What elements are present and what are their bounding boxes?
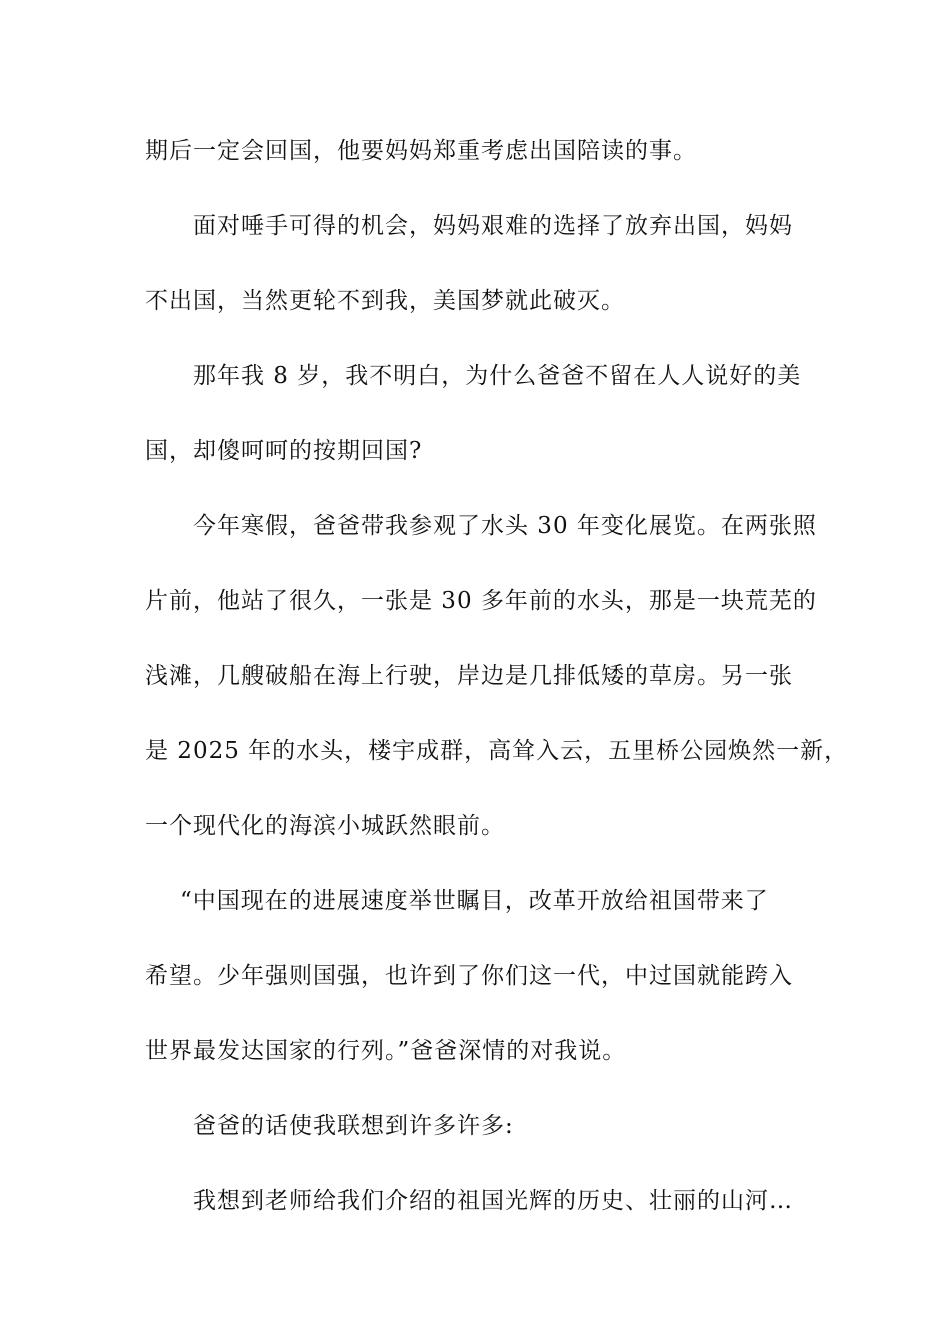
paragraph-start-line: 爸爸的话使我联想到许多许多: — [193, 1113, 514, 1139]
text-line: 世界最发达国家的行列。”爸爸深情的对我说。 — [145, 1038, 627, 1064]
text-line: 是 2025 年的水头，楼宇成群，高耸入云，五里桥公园焕然一新， — [145, 738, 849, 764]
text-line: 国，却傻呵呵的按期回国? — [145, 438, 423, 464]
text-line: 片前，他站了很久，一张是 30 多年前的水头，那是一块荒芜的 — [145, 588, 817, 614]
text-line: 浅滩，几艘破船在海上行驶，岸边是几排低矮的草房。另一张 — [145, 663, 793, 689]
paragraph-start-line: 面对唾手可得的机会，妈妈艰难的选择了放弃出国，妈妈 — [193, 213, 793, 239]
text-line: 不出国，当然更轮不到我，美国梦就此破灭。 — [145, 288, 625, 314]
text-line: 一个现代化的海滨小城跃然眼前。 — [145, 813, 505, 839]
paragraph-start-line: 我想到老师给我们介绍的祖国光辉的历史、壮丽的山河… — [193, 1188, 793, 1214]
text-line: 期后一定会回国，他要妈妈郑重考虑出国陪读的事。 — [145, 138, 697, 164]
text-line: 希望。少年强则国强，也许到了你们这一代，中过国就能跨入 — [145, 963, 793, 989]
paragraph-start-line: 今年寒假，爸爸带我参观了水头 30 年变化展览。在两张照 — [193, 513, 817, 539]
paragraph-start-line: “中国现在的进展速度举世瞩目，改革开放给祖国带来了 — [180, 888, 769, 914]
paragraph-start-line: 那年我 8 岁，我不明白，为什么爸爸不留在人人说好的美 — [193, 363, 802, 389]
